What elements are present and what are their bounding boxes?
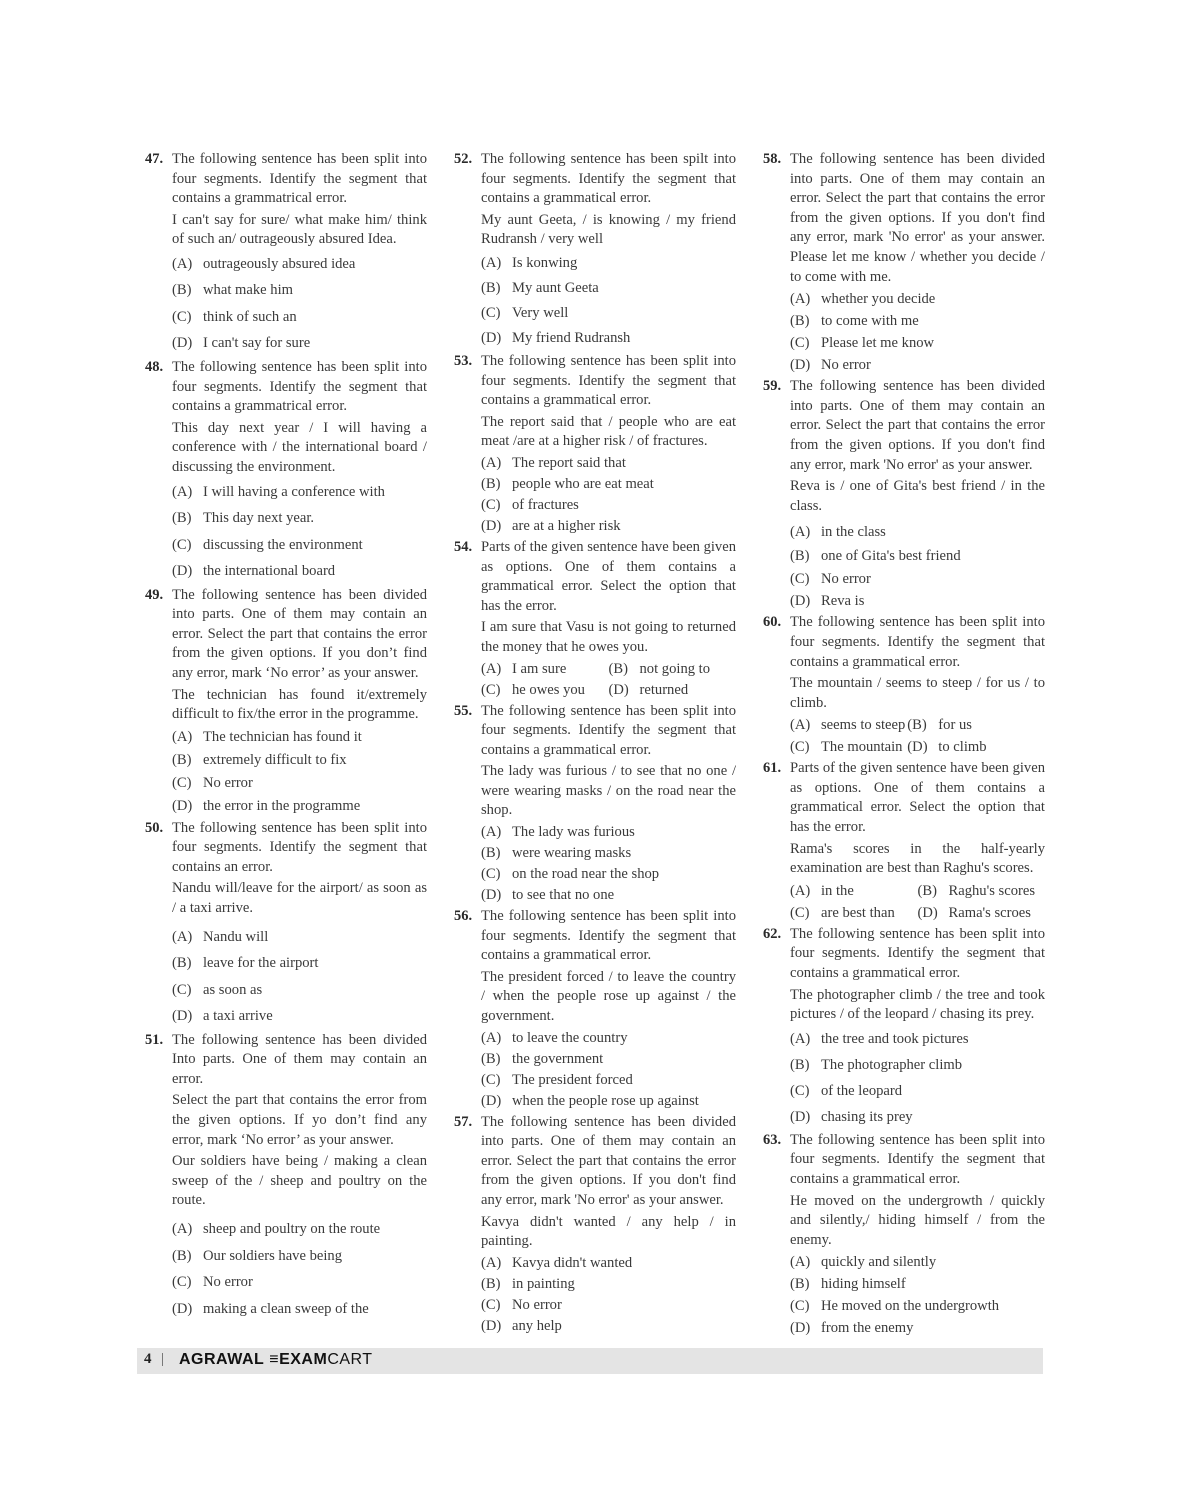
question-sentence: I can't say for sure/ what make him/ think of such an/ outrageously absured Idea. [172,211,427,248]
option-a[interactable]: (A) Kavya didn't wanted [481,1254,633,1271]
question-sentence: He moved on the undergrowth / quickly and silently,/ hiding himself / from the enemy. [790,1192,1045,1248]
options-list [790,714,1045,758]
question-56 [454,907,736,1112]
options-list [790,1251,1045,1339]
option-d[interactable]: (D) the error in the programme [172,797,361,814]
column-left [145,150,427,1323]
question-stem: The following sentence has been split into four segments. Identify the segment that contains a grammatical error. [790,1131,1045,1187]
question-number: 54. [454,538,473,555]
option-b[interactable]: (B) My aunt Geeta [481,279,599,296]
question-sentence: Nandu will/leave for the airport/ as soon as / a taxi arrive. [172,880,427,917]
question-58 [763,150,1045,376]
option-d[interactable]: (D) Reva is [790,593,865,610]
question-stem: The following sentence has been split into four segments. Identify the segment that contains a grammatrical error. [172,358,427,415]
options-list [172,251,427,357]
option-b[interactable]: (B) extremely difficult to fix [172,751,347,768]
option-c[interactable]: (C) No error [172,1274,253,1290]
question-sentence: Our soldiers have being / making a clean sweep of the / sheep and poultry on the route. [172,1153,427,1209]
option-c[interactable]: (C) as soon as [172,981,263,998]
question-54 [454,538,736,701]
options-list [172,726,427,818]
question-number: 47. [145,151,164,167]
options-list [790,520,1045,612]
option-a[interactable]: (A) the tree and took pictures [790,1030,969,1047]
question-50 [145,819,427,1030]
option-c[interactable]: (C) he owes you [481,681,585,698]
options-list [481,1253,736,1337]
question-stem: The following sentence has been split into four segments. Identify the segment that contains a grammatrical error. [172,151,427,207]
question-sentence: The photographer climb / the tree and took pictures / of the leopard / chasing its prey. [790,986,1045,1023]
option-c[interactable]: (C) He moved on the undergrowth [790,1298,1000,1315]
question-number: 61. [763,760,782,777]
question-number: 63. [763,1131,782,1148]
option-a[interactable]: (A) Nandu will [172,928,269,945]
question-stem-continued: Select the part that contains the error from the given options. If yo don’t find any error, mark ‘No error’ as your answer. [172,1092,427,1148]
footer-separator: | [161,1351,165,1367]
option-a[interactable]: (A) Is konwing [481,254,578,271]
option-b[interactable]: (B) hiding himself [790,1276,906,1293]
options-list [790,880,1045,924]
options-list [481,453,736,537]
question-stem: Parts of the given sentence have been given as options. One of them contains a grammatical error. Select the option that has the error. [790,760,1045,836]
question-59 [763,377,1045,612]
option-d[interactable]: (D) I can't say for sure [172,335,311,352]
option-b[interactable]: (B) to come with me [790,313,919,330]
options-list [481,659,736,701]
option-a[interactable]: (A) The lady was furious [481,824,635,841]
option-b[interactable]: (B) not going to [608,660,711,677]
question-number: 58. [763,151,782,167]
question-48 [145,358,427,585]
question-sentence: The report said that / people who are eat meat /are at a higher risk / of fractures. [481,413,736,450]
question-49 [145,586,427,818]
option-b[interactable]: (B) what make him [172,282,293,299]
option-c[interactable]: (C) The mountain [790,739,903,756]
question-number: 50. [145,819,164,836]
option-c[interactable]: (C) The president forced [481,1071,633,1088]
option-a[interactable]: (A) in the class [790,524,886,541]
question-sentence: The lady was furious / to see that no one / were wearing masks / on the road near the shop. [481,763,736,819]
option-a[interactable]: (A) to leave the country [481,1029,628,1046]
option-d[interactable]: (D) a taxi arrive [172,1008,273,1025]
question-sentence: The president forced / to leave the country / when the people rose up against / the government. [481,968,736,1025]
question-number: 60. [763,614,782,631]
option-b[interactable]: (B) people who are eat meat [481,475,654,492]
option-a[interactable]: (A) quickly and silently [790,1254,937,1271]
option-d[interactable]: (D) No error [790,357,871,374]
question-55 [454,702,736,907]
question-sentence: Kavya didn't wanted / any help / in painting. [481,1213,736,1250]
question-number: 49. [145,586,164,603]
option-c[interactable]: (C) No error [481,1296,562,1313]
options-list [790,288,1045,376]
question-number: 48. [145,358,164,375]
option-d[interactable]: (D) making a clean sweep of the [172,1300,369,1317]
question-number: 57. [454,1113,473,1130]
option-a[interactable]: (A) in the [790,882,854,899]
question-52 [454,150,736,351]
option-a[interactable]: (A) The report said that [481,454,626,471]
question-sentence: This day next year / I will having a conference with / the international board / discussing the environment. [172,419,427,475]
option-b[interactable]: (B) in painting [481,1275,575,1292]
question-57 [454,1113,736,1337]
question-stem: The following sentence has been split into four segments. Identify the segment that contains an error. [172,819,427,875]
question-stem: The following sentence has been divided Into parts. One of them may contain an error. [172,1031,427,1087]
option-a[interactable]: (A) I will having a conference with [172,483,385,500]
question-number: 53. [454,352,473,369]
column-right [763,150,1045,1340]
question-stem: The following sentence has been divided into parts. One of them may contain an error. Select the part that contains the error from the given options. If you don't find any error, mark 'No error' as your answer. Please let me know / whether you decide / to come with me. [790,151,1045,285]
option-b[interactable]: (B) The photographer climb [790,1056,963,1073]
option-a[interactable]: (A) whether you decide [790,291,936,308]
option-d[interactable]: (D) to climb [907,739,987,756]
option-a[interactable]: (A) sheep and poultry on the route [172,1221,381,1237]
option-d[interactable]: (D) chasing its prey [790,1108,913,1125]
question-stem: The following sentence has been divided into parts. One of them may contain an error. Select the part that contains the error from the given options. If you don't find any error, mark 'No error' as your answer. [481,1113,736,1208]
options-list [790,1026,1045,1130]
option-c[interactable]: (C) Please let me know [790,335,935,352]
column-middle [454,150,736,1338]
question-sentence: I am sure that Vasu is not going to returned the money that he owes you. [481,619,736,655]
option-a[interactable]: (A) I am sure [481,660,567,677]
question-61 [763,759,1045,924]
option-d[interactable]: (D) from the enemy [790,1320,914,1337]
option-b[interactable]: (B) were wearing masks [481,845,632,862]
option-d[interactable]: (D) to see that no one [481,887,615,904]
options-list [481,1028,736,1112]
question-53 [454,352,736,537]
question-number: 56. [454,908,473,925]
option-c[interactable]: (C) No error [790,571,871,588]
question-stem: The following sentence has been split into four segments. Identify the segment that contains a grammatical error. [790,614,1045,670]
option-c[interactable]: (C) discussing the environment [172,536,363,553]
question-sentence: Rama's scores in the half-yearly examination are best than Raghu's scores. [790,840,1045,877]
option-a[interactable]: (A) outrageously absured idea [172,255,356,272]
options-list [172,1216,427,1322]
option-d[interactable]: (D) when the people rose up against [481,1092,699,1109]
question-sentence: The mountain / seems to steep / for us / to climb. [790,675,1045,711]
option-c[interactable]: (C) on the road near the shop [481,866,660,883]
option-a[interactable]: (A) The technician has found it [172,728,362,745]
question-number: 52. [454,151,473,167]
option-b[interactable]: (B) Our soldiers have being [172,1247,343,1264]
question-47 [145,150,427,357]
option-a[interactable]: (A) seems to steep [790,717,906,734]
question-62 [763,925,1045,1130]
question-51 [145,1031,427,1322]
question-63 [763,1131,1045,1340]
option-b[interactable]: (B) leave for the airport [172,955,319,972]
options-list [481,251,736,351]
page-number: 4 [144,1351,152,1367]
question-stem: The following sentence has been spilt into four segments. Identify the segment that contains a grammatical error. [481,151,736,207]
brand-logo: AGRAWAL ≡EXAMCART [179,1351,373,1368]
question-sentence: My aunt Geeta, / is knowing / my friend Rudransh / very well [481,211,736,248]
option-c[interactable]: (C) are best than [790,904,895,921]
question-stem: The following sentence has been split into four segments. Identify the segment that contains a grammatical error. [481,702,736,758]
question-stem: The following sentence has been divided into parts. One of them may contain an error. Select the part that contains the error from the given options. If you don't find any error, mark 'No error' as your answer. [790,378,1045,473]
question-sentence: Reva is / one of Gita's best friend / in the class. [790,478,1045,514]
option-b[interactable]: (B) Raghu's scores [917,882,1036,899]
question-stem: The following sentence has been split into four segments. Identify the segment that contains a grammatical error. [790,925,1045,982]
question-stem: The following sentence has been divided into parts. One of them may contain an error. Select the part that contains the error from the given options. If you don’t find any error, mark ‘No error’ as your answer. [172,586,427,681]
page-footer [137,1348,1043,1374]
options-list [172,924,427,1030]
option-d[interactable]: (D) returned [608,681,689,698]
option-b[interactable]: (B) the government [481,1050,604,1067]
question-number: 59. [763,378,782,395]
question-60 [763,613,1045,758]
option-b[interactable]: (B) one of Gita's best friend [790,548,961,565]
option-d[interactable]: (D) Rama's scroes [917,904,1031,921]
options-list [481,822,736,906]
option-c[interactable]: (C) Very well [481,304,569,321]
option-c[interactable]: (C) of fractures [481,496,579,513]
option-b[interactable]: (B) for us [907,717,972,734]
e-logo-icon: ≡ [269,1351,280,1368]
question-stem: Parts of the given sentence have been given as options. One of them contains a grammatical error. Select the option that has the error. [481,538,736,614]
option-d[interactable]: (D) any help [481,1317,562,1334]
question-number: 62. [763,925,782,942]
question-number: 55. [454,702,473,719]
question-stem: The following sentence has been split into four segments. Identify the segment that contains a grammatical error. [481,908,736,964]
option-c[interactable]: (C) No error [172,774,253,791]
option-d[interactable]: (D) are at a higher risk [481,517,621,534]
option-c[interactable]: (C) of the leopard [790,1082,903,1099]
question-stem: The following sentence has been split into four segments. Identify the segment that contains a grammatical error. [481,352,736,409]
option-c[interactable]: (C) think of such an [172,308,297,325]
option-b[interactable]: (B) This day next year. [172,510,315,527]
option-d[interactable]: (D) My friend Rudransh [481,329,631,346]
option-d[interactable]: (D) the international board [172,563,336,580]
options-list [172,479,427,585]
question-number: 51. [145,1031,164,1048]
question-sentence: The technician has found it/extremely difficult to fix/the error in the programme. [172,686,427,723]
